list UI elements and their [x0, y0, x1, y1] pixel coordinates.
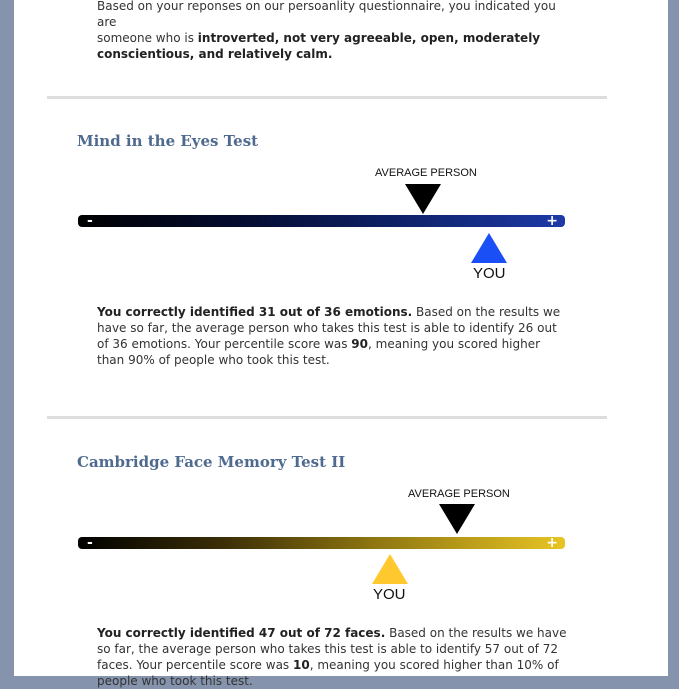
eyes-result-headline: You correctly identified 31 out of 36 emotions. [97, 305, 413, 319]
face-score-bar [78, 537, 565, 549]
eyes-you-label: YOU [473, 265, 506, 282]
face-you-label: YOU [373, 586, 406, 603]
face-result-body: Based on the results we have so far, the average person who takes this test is able to identify 57 out of 72 faces. Your percentile score was [97, 626, 567, 672]
face-result-tail: , meaning you scored higher than 10% of people who took this test. [97, 658, 559, 688]
results-page [14, 0, 668, 688]
personality-summary-prefix: someone who is [97, 31, 198, 45]
personality-summary-line1: Based on your reponses on our persoanlity questionnaire, you indicated you are [97, 0, 556, 29]
face-average-marker [439, 504, 475, 534]
face-average-label: AVERAGE PERSON [408, 488, 510, 500]
face-percentile-value: 10 [293, 658, 310, 672]
face-bar-minus: - [87, 535, 93, 551]
eyes-bar-plus: + [546, 213, 558, 229]
section-divider [47, 416, 607, 419]
eyes-average-marker [405, 184, 441, 214]
face-test-title: Cambridge Face Memory Test II [77, 453, 346, 471]
face-test-result [97, 625, 567, 689]
face-bar-plus: + [546, 535, 558, 551]
section-divider [47, 96, 607, 99]
face-result-headline: You correctly identified 47 out of 72 faces. [97, 626, 386, 640]
personality-traits-part2: conscientious, and relatively calm. [97, 47, 333, 61]
eyes-test-title: Mind in the Eyes Test [77, 132, 259, 150]
eyes-result-body: Based on the results we have so far, the average person who takes this test is able to identify 26 out of 36 emotions. Your percentile score was [97, 305, 561, 351]
eyes-bar-minus: - [87, 213, 93, 229]
eyes-result-tail: , meaning you scored higher than 90% of people who took this test. [97, 337, 541, 367]
eyes-test-result [97, 304, 567, 368]
eyes-average-label: AVERAGE PERSON [375, 167, 477, 179]
personality-summary [97, 0, 567, 62]
eyes-score-bar [78, 215, 565, 227]
eyes-percentile-value: 90 [351, 337, 368, 351]
eyes-you-marker [471, 233, 507, 263]
face-you-marker [372, 554, 408, 584]
personality-traits-part1: introverted, not very agreeable, open, moderately [197, 31, 541, 45]
